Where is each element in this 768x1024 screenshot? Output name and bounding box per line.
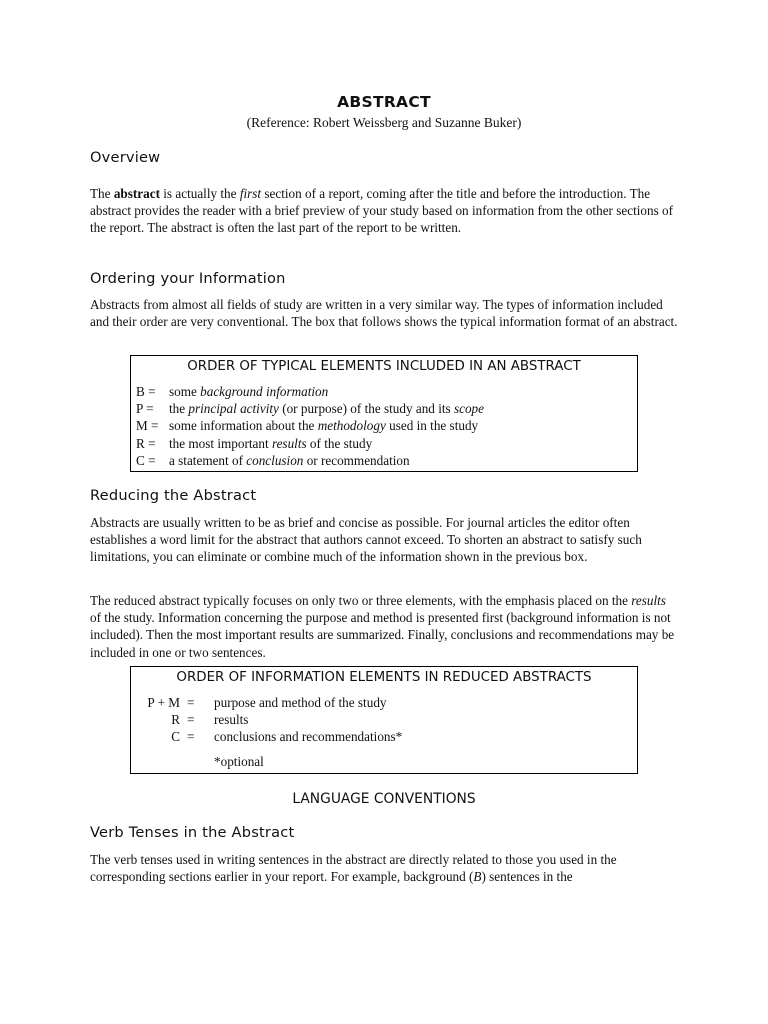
overview-heading: Overview [90, 149, 161, 166]
element-row-r: R = the most important results of the study [136, 435, 373, 451]
element-row-c: C = a statement of conclusion or recommendation [136, 452, 410, 468]
reducing-heading: Reducing the Abstract [90, 487, 257, 504]
reducing-paragraph-1: Abstracts are usually written to be as brief and concise as possible. For journal articles the editor often establishes a word limit for the abstract that authors cannot exceed. To shorten an abstract to satisfy such limitations, you can eliminate or combine much of the information shown in the previous box. [90, 515, 642, 565]
reduced-row-pm: P + M = purpose and method of the study [147, 695, 387, 710]
verb-tenses-paragraph: The verb tenses used in writing sentences in the abstract are directly related to those you used in the corresponding sections earlier in your report. For example, background (B) sentences in the [90, 852, 617, 885]
reduced-elements-box-title: ORDER OF INFORMATION ELEMENTS IN REDUCED ABSTRACTS [176, 670, 592, 685]
verb-tenses-heading: Verb Tenses in the Abstract [90, 824, 295, 841]
page-title: ABSTRACT [337, 93, 431, 111]
reduced-row-r: R = results [171, 712, 249, 728]
language-conventions-heading: LANGUAGE CONVENTIONS [292, 791, 476, 807]
element-row-m: M = some information about the methodology used in the study [136, 418, 479, 434]
reduced-row-c: C = conclusions and recommendations* [171, 729, 403, 745]
ordering-paragraph: Abstracts from almost all fields of study are written in a very similar way. The types of information included and their order are very conventional. The box that follows shows the typical information format of an abstract. [90, 297, 678, 330]
reference-line: (Reference: Robert Weissberg and Suzanne Buker) [246, 115, 522, 130]
reducing-paragraph-2: The reduced abstract typically focuses on only two or three elements, with the emphasis placed on the results of the study. Information concerning the purpose and method is presented first (background information is not included). Then the most important results are summarized. Finally, conclusions and recommendations may be included in one or two sentences. [90, 593, 675, 660]
typical-elements-box-title: ORDER OF TYPICAL ELEMENTS INCLUDED IN AN ABSTRACT [187, 359, 581, 374]
reduced-elements-box [130, 666, 638, 774]
optional-note: *optional [214, 753, 264, 769]
ordering-heading: Ordering your Information [90, 270, 286, 287]
element-row-b: B = some background information [136, 384, 329, 399]
reduced-note-row [131, 753, 637, 770]
element-row-p: P = the principal activity (or purpose) of the study and its scope [136, 401, 484, 417]
typical-elements-box [130, 355, 638, 472]
overview-paragraph: The abstract is actually the first section of a report, coming after the title and before the introduction. The abstract provides the reader with a brief preview of your study based on information from the other sections of the report. The abstract is often the last part of the report to be written. [90, 186, 673, 236]
